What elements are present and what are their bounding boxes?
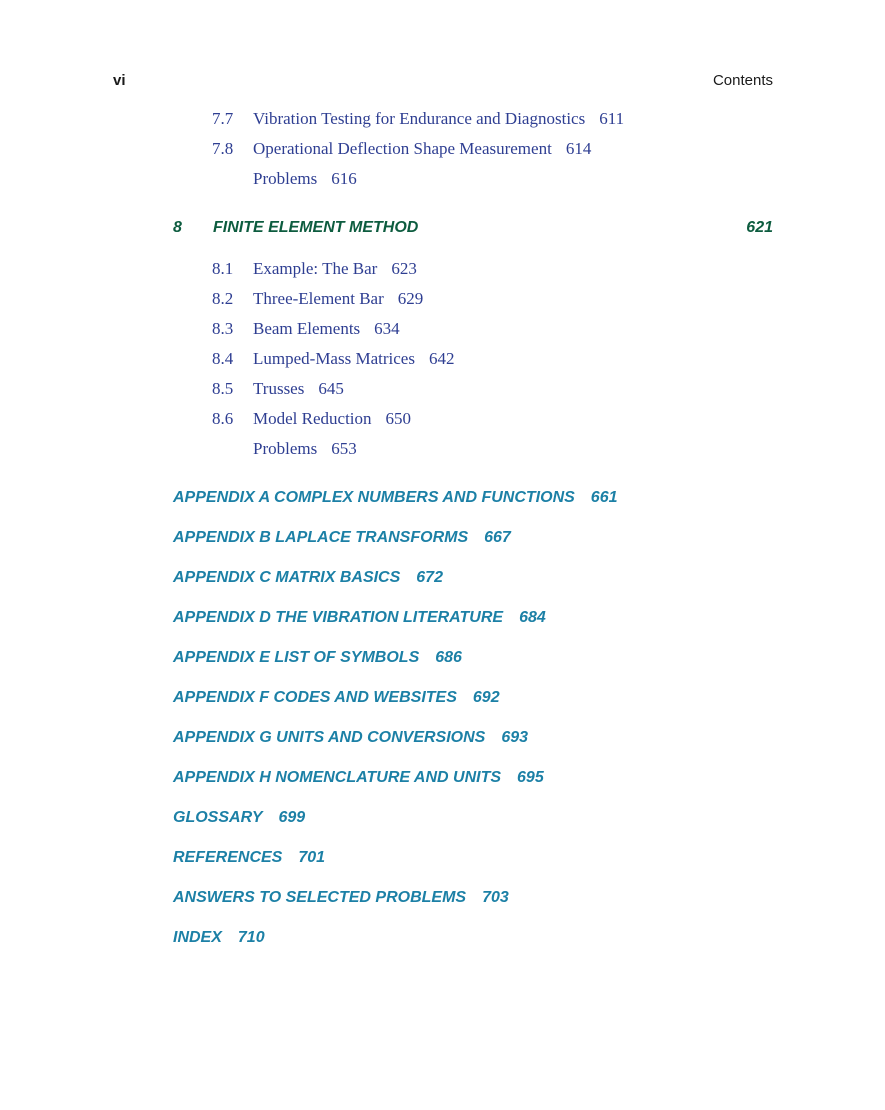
entry-page: 692 xyxy=(472,689,500,706)
section-page: 653 xyxy=(331,439,357,458)
section-page: 650 xyxy=(385,409,412,428)
running-section-name: Contents xyxy=(712,72,773,89)
entry-title: APPENDIX B LAPLACE TRANSFORMS xyxy=(173,529,469,546)
entry-page: 693 xyxy=(501,729,529,746)
entry-title: INDEX xyxy=(173,929,222,946)
toc-appendix-c[interactable] xyxy=(173,569,443,591)
entry-page: 672 xyxy=(416,569,443,586)
section-page: 614 xyxy=(565,139,592,158)
entry-page: 695 xyxy=(517,769,544,786)
section-page: 645 xyxy=(318,379,344,398)
section-page: 642 xyxy=(428,349,455,368)
toc-index[interactable] xyxy=(173,929,265,951)
section-page: 629 xyxy=(397,289,424,308)
section-title: Example: The Bar xyxy=(253,259,378,278)
section-title: Model Reduction xyxy=(253,409,372,428)
section-number: 8.1 xyxy=(212,259,234,278)
entry-title: ANSWERS TO SELECTED PROBLEMS xyxy=(173,889,467,906)
toc-appendix-b[interactable] xyxy=(173,529,511,551)
toc-glossary[interactable] xyxy=(173,809,305,831)
section-page: 616 xyxy=(331,169,357,188)
toc-answers[interactable] xyxy=(173,889,509,911)
section-number: 7.8 xyxy=(212,139,234,158)
section-title: Three-Element Bar xyxy=(253,289,384,308)
section-number: 8.5 xyxy=(212,379,234,398)
toc-appendix-e[interactable] xyxy=(173,649,462,671)
toc-appendix-h[interactable] xyxy=(173,769,544,791)
toc-appendix-g[interactable] xyxy=(173,729,528,751)
section-title: Problems xyxy=(253,169,318,188)
entry-page: 684 xyxy=(519,609,546,626)
entry-page: 661 xyxy=(590,489,618,506)
toc-references[interactable] xyxy=(173,849,325,871)
chapter-number: 8 xyxy=(173,219,182,236)
toc-chapter-8[interactable] xyxy=(173,219,773,241)
section-number: 8.2 xyxy=(212,289,234,308)
entry-title: APPENDIX E LIST OF SYMBOLS xyxy=(173,649,420,666)
chapter-title: FINITE ELEMENT METHOD xyxy=(213,219,419,236)
section-title: Vibration Testing for Endurance and Diagnostics xyxy=(253,109,586,128)
entry-page: 667 xyxy=(484,529,511,546)
running-header xyxy=(113,72,773,92)
page-folio: vi xyxy=(113,72,126,89)
section-title: Trusses xyxy=(253,379,305,398)
section-page: 634 xyxy=(374,319,400,338)
entry-page: 686 xyxy=(435,649,462,666)
section-number: 8.4 xyxy=(212,349,234,368)
entry-title: APPENDIX H NOMENCLATURE AND UNITS xyxy=(173,769,502,786)
entry-title: APPENDIX C MATRIX BASICS xyxy=(173,569,401,586)
entry-title: APPENDIX A COMPLEX NUMBERS AND FUNCTIONS xyxy=(173,489,575,506)
section-number: 7.7 xyxy=(212,109,234,128)
entry-title: APPENDIX F CODES AND WEBSITES xyxy=(173,689,457,706)
entry-page: 701 xyxy=(298,849,326,866)
section-page: 623 xyxy=(391,259,417,278)
section-page: 611 xyxy=(599,109,625,128)
entry-title: APPENDIX D THE VIBRATION LITERATURE xyxy=(173,609,504,626)
section-number: 8.3 xyxy=(212,319,234,338)
entry-page: 699 xyxy=(278,809,306,826)
entry-page: 703 xyxy=(482,889,509,906)
entry-title: GLOSSARY xyxy=(173,809,263,826)
toc-appendix-f[interactable] xyxy=(173,689,500,711)
section-title: Operational Deflection Shape Measurement xyxy=(253,139,552,158)
entry-title: APPENDIX G UNITS AND CONVERSIONS xyxy=(173,729,486,746)
section-number: 8.6 xyxy=(212,409,234,428)
toc-appendix-d[interactable] xyxy=(173,609,546,631)
section-title: Lumped-Mass Matrices xyxy=(253,349,415,368)
entry-title: REFERENCES xyxy=(173,849,283,866)
chapter-page: 621 xyxy=(746,219,773,236)
entry-page: 710 xyxy=(237,929,265,946)
section-title: Problems xyxy=(253,439,318,458)
toc-appendix-a[interactable] xyxy=(173,489,618,511)
section-title: Beam Elements xyxy=(253,319,361,338)
